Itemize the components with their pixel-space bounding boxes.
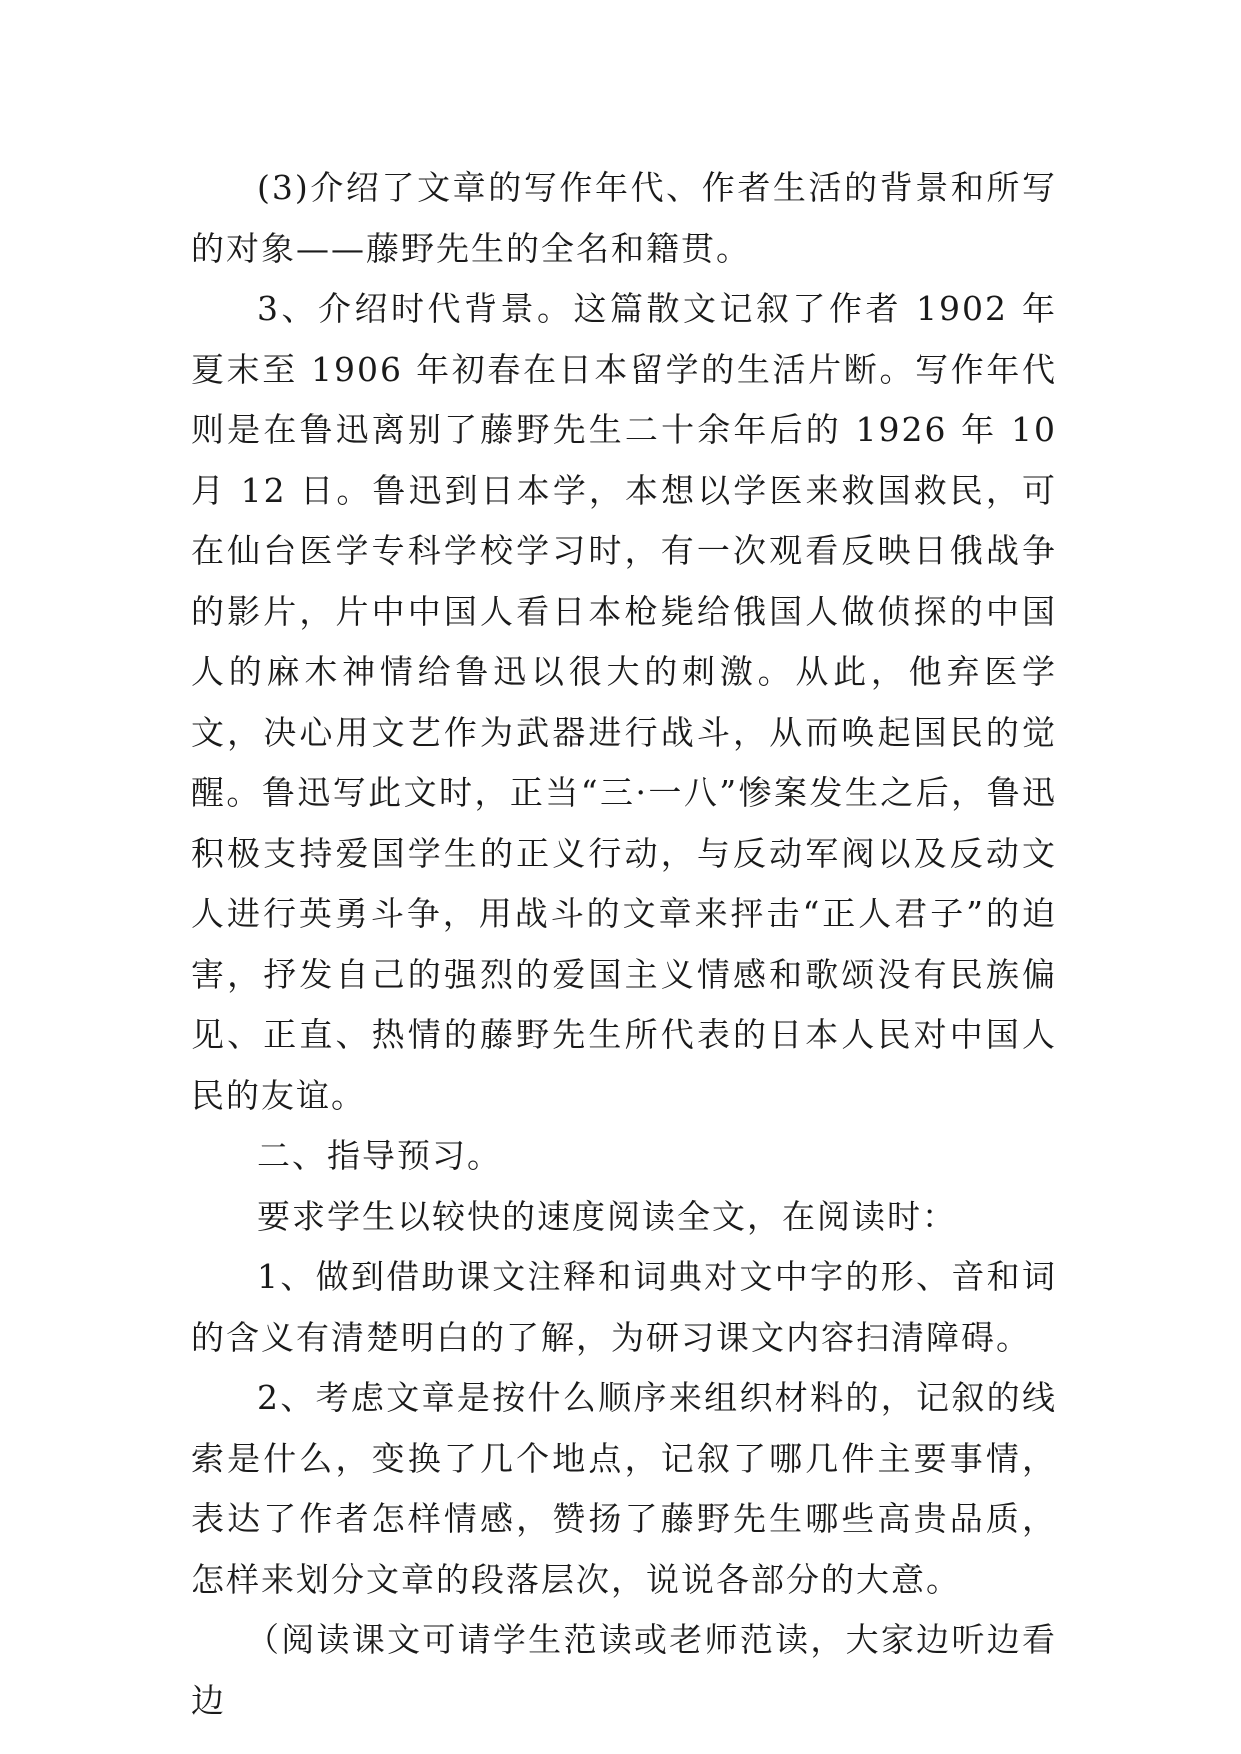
paragraph-item-2: 2、考虑文章是按什么顺序来组织材料的，记叙的线索是什么，变换了几个地点，记叙了哪几件主要事情，表达了作者怎样情感，赞扬了藤野先生哪些高贵品质，怎样来划分文章的段落层次，说说各部分的大意。 — [191, 1378, 1057, 1599]
paragraph-section-preview-heading: 二、指导预习。 — [257, 1136, 502, 1175]
paragraph-reading-note: （阅读课文可请学生范读或老师范读，大家边听边看边 — [191, 1620, 1057, 1720]
paragraph-item-1: 1、做到借助课文注释和词典对文中字的形、音和词的含义有清楚明白的了解，为研习课文内容扫清障碍。 — [191, 1257, 1057, 1357]
paragraph-reading-requirement: 要求学生以较快的速度阅读全文，在阅读时： — [257, 1196, 957, 1236]
paragraph-context-intro: (3)介绍了文章的写作年代、作者生活的背景和所写的对象——藤野先生的全名和籍贯。 — [191, 168, 1057, 268]
document-body — [191, 158, 1057, 1731]
paragraph-era-background: 3、介绍时代背景。这篇散文记叙了作者 1902 年夏末至 1906 年初春在日本留学的生活片断。写作年代则是在鲁迅离别了藤野先生二十余年后的 1926 年 10 月 12 日。鲁迅到日本学，本想以学医来救国救民，可在仙台医学专科学校学习时，有一次观看反映日俄战争的影片，片中中国人看日本枪毙给俄国人做侦探的中国人的麻木神情给鲁迅以很大的刺激。从此，他弃医学文，决心用文艺作为武器进行战斗，从而唤起国民的觉醒。鲁迅写此文时，正当“三·一八”惨案发生之后，鲁迅积极支持爱国学生的正义行动，与反动军阀以及反动文人进行英勇斗争，用战斗的文章来抨击“正人君子”的迫害，抒发自己的强烈的爱国主义情感和歌颂没有民族偏见、正直、热情的藤野先生所代表的日本人民对中国人民的友谊。 — [191, 289, 1057, 1115]
